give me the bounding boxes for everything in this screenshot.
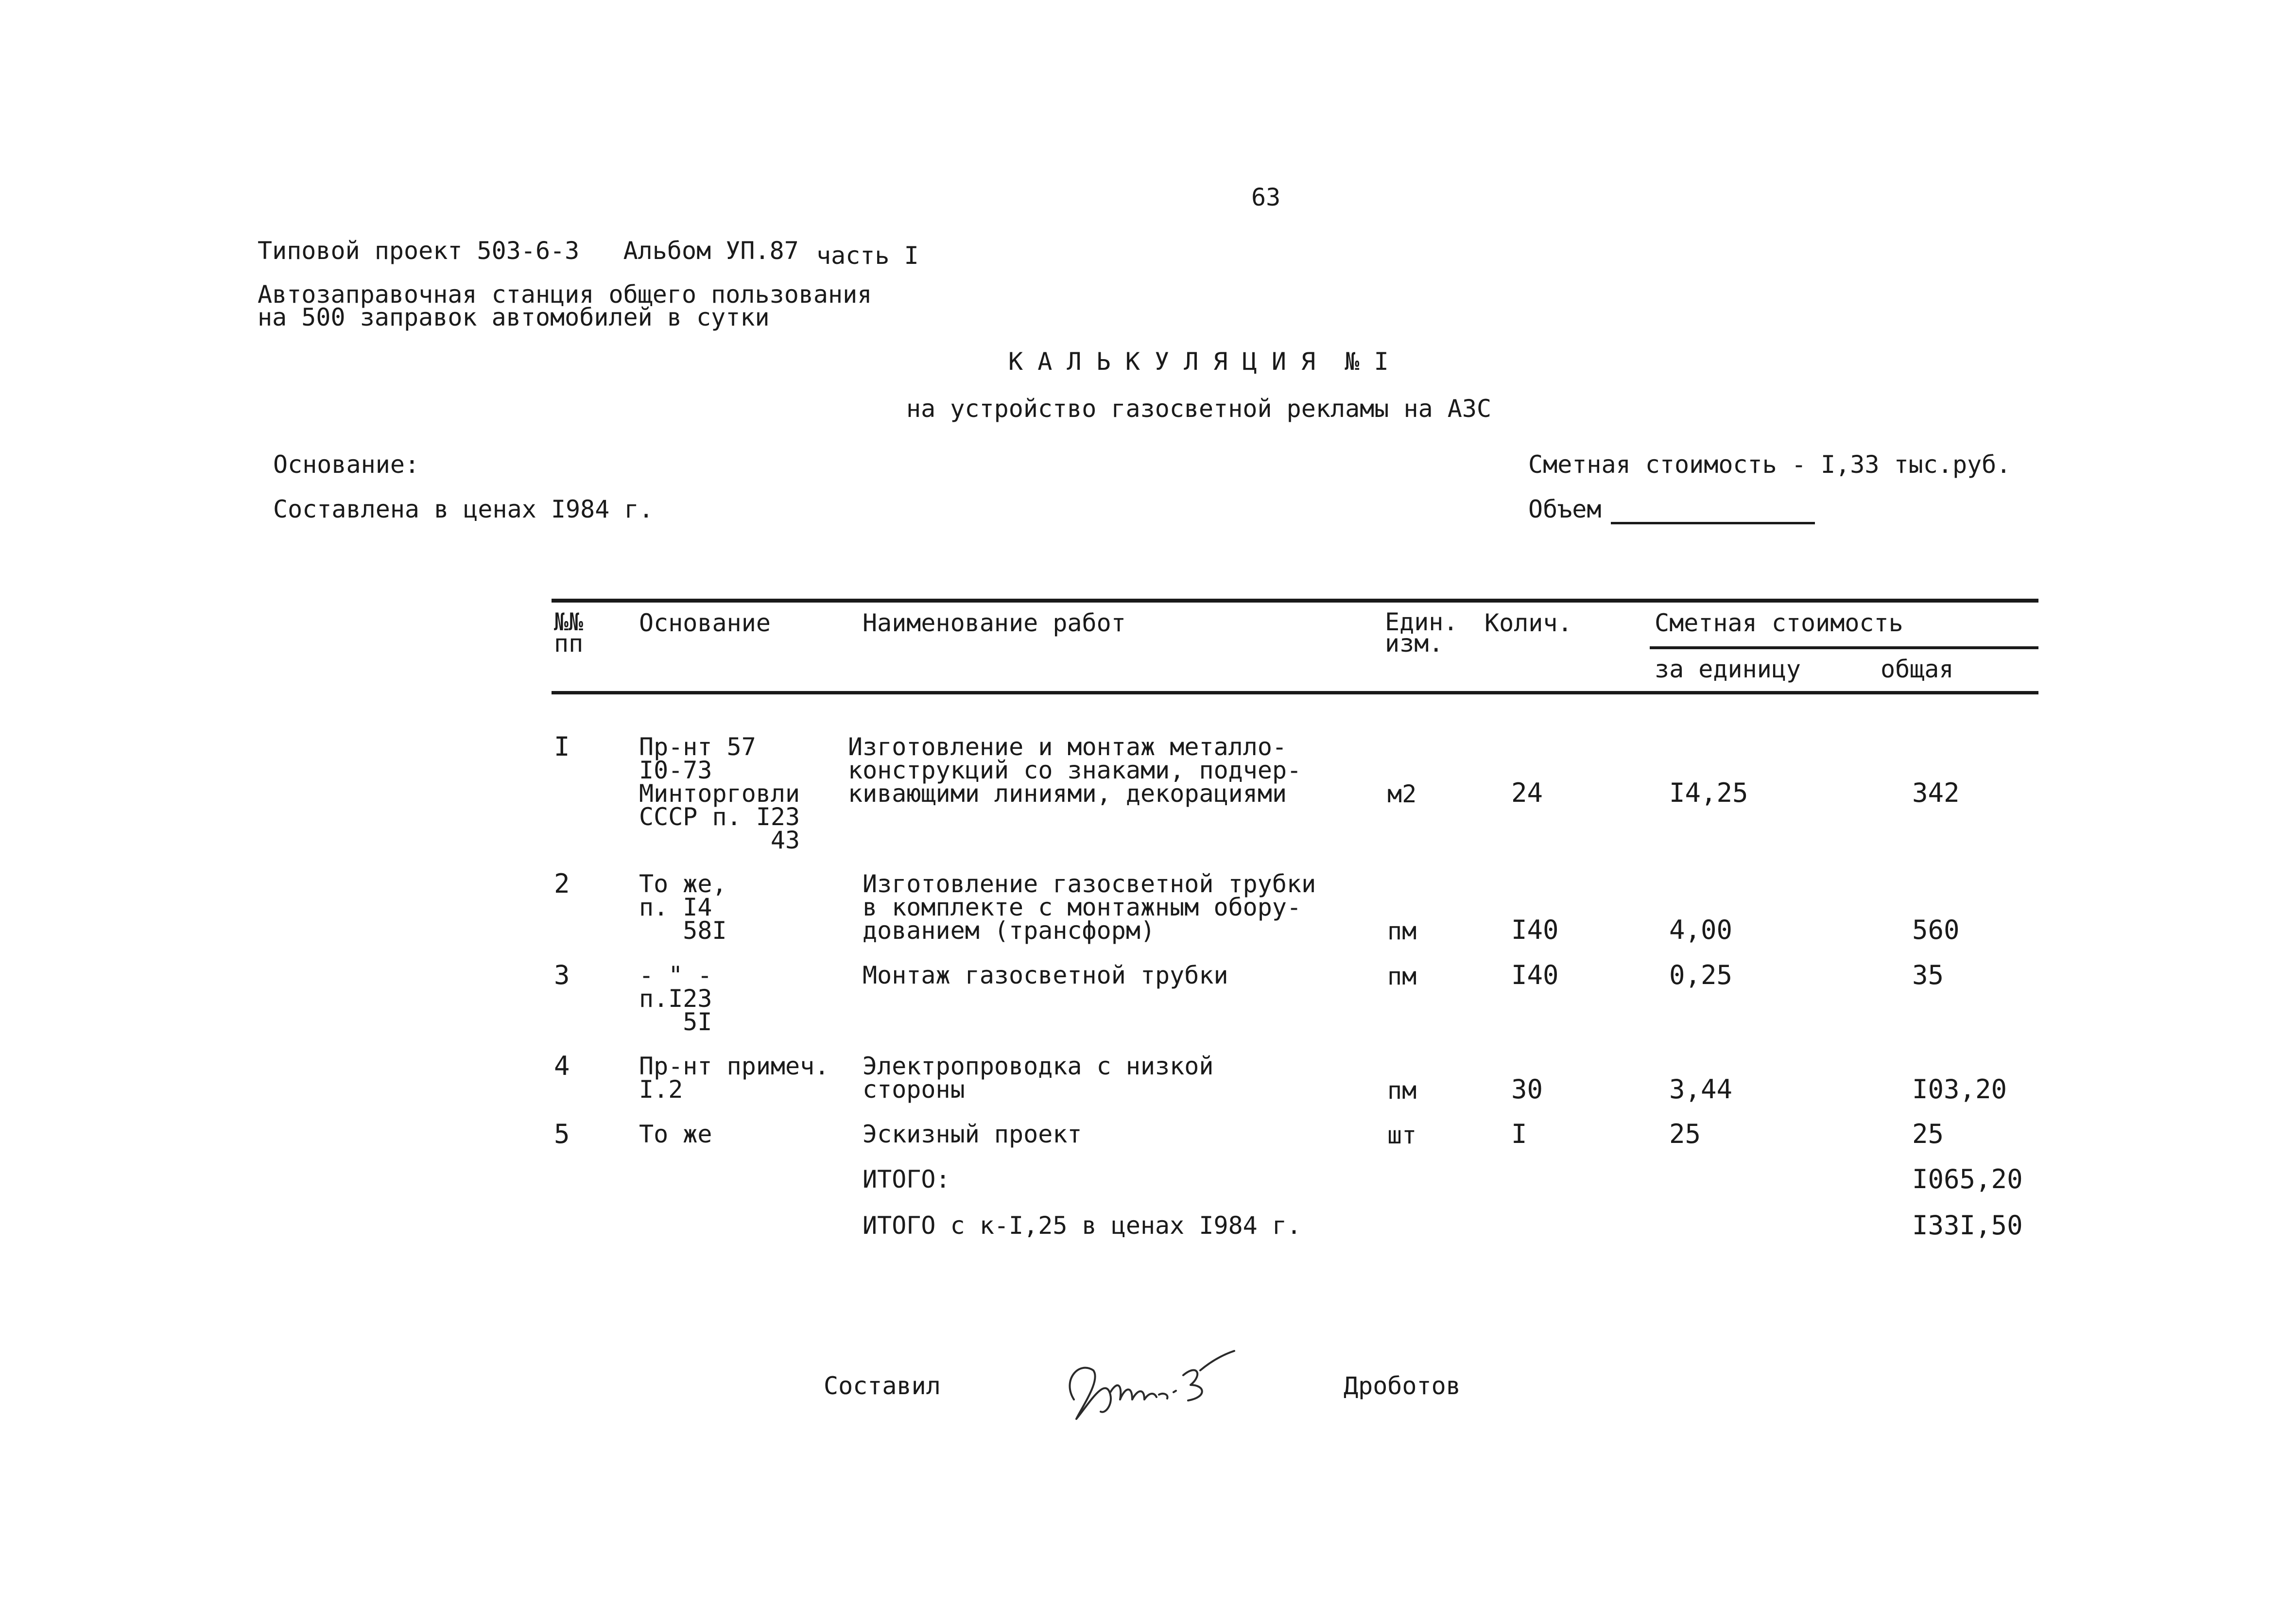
row-name: Изготовление и монтаж металло- конструкций со знаками, подчер- кивающими линиями, декорациями <box>848 733 1302 808</box>
row-basis: Пр-нт 57 I0-73 Минторговли СССР п. I23 43 <box>639 733 800 854</box>
row-price: 25 <box>1669 1119 1701 1149</box>
header-no: №№ пп <box>554 608 584 657</box>
row-total: 342 <box>1912 778 1960 808</box>
row-total: 25 <box>1912 1119 1944 1149</box>
row-no: 3 <box>554 960 570 990</box>
prices-label: Составлена в ценах I984 г. <box>273 495 654 523</box>
row-total: 35 <box>1912 960 1944 990</box>
row-basis: То же <box>639 1120 712 1148</box>
project-line: Типовой проект 503-6-3 Альбом УП.87 <box>258 237 799 265</box>
volume-label: Объем <box>1528 495 1602 523</box>
row-unit: пм <box>1387 917 1417 945</box>
cost-group-rule <box>1650 646 2038 649</box>
header-unit: Един. изм. <box>1385 608 1458 657</box>
header-basis: Основание <box>639 609 771 637</box>
row-basis: То же, п. I4 58I <box>639 870 727 945</box>
header-per-unit: за единицу <box>1655 655 1801 683</box>
document-title: К А Л Ь К У Л Я Ц И Я № I <box>1008 347 1389 376</box>
row-price: 0,25 <box>1669 960 1733 990</box>
row-qty: 30 <box>1511 1074 1543 1105</box>
part-label: часть I <box>816 242 919 270</box>
row-unit: пм <box>1387 962 1417 990</box>
row-no: 5 <box>554 1119 570 1149</box>
row-name: Монтаж газосветной трубки <box>863 961 1228 989</box>
row-no: I <box>554 731 570 762</box>
station-line-1: Автозаправочная станция общего пользования <box>258 280 872 309</box>
row-total: I03,20 <box>1912 1074 2007 1105</box>
row-price: 3,44 <box>1669 1074 1733 1105</box>
row-price: 4,00 <box>1669 915 1733 945</box>
table-top-rule <box>552 599 2038 603</box>
row-unit: м2 <box>1387 780 1417 808</box>
row-basis: - " - п.I23 5I <box>639 961 712 1036</box>
row-qty: I40 <box>1511 915 1559 945</box>
row-no: 2 <box>554 868 570 899</box>
row-total: 560 <box>1912 915 1960 945</box>
total-value: I065,20 <box>1912 1164 2023 1194</box>
row-qty: I <box>1511 1119 1527 1149</box>
row-name: Электропроводка с низкой стороны <box>863 1052 1214 1104</box>
basis-label: Основание: <box>273 450 420 479</box>
compiled-label: Составил <box>824 1372 941 1400</box>
header-qty: Колич. <box>1485 609 1572 637</box>
header-bottom-rule <box>552 691 2038 694</box>
row-unit: пм <box>1387 1076 1417 1105</box>
page-number: 63 <box>1251 183 1281 211</box>
row-basis: Пр-нт примеч. I.2 <box>639 1052 829 1104</box>
document-subtitle: на устройство газосветной рекламы на АЗС <box>906 395 1492 423</box>
row-name: Изготовление газосветной трубки в комплекте с монтажным обору- дованием (трансформ) <box>863 870 1316 945</box>
volume-blank <box>1611 498 1815 524</box>
header-cost-group: Сметная стоимость <box>1655 609 1903 637</box>
total-coef-value: I33I,50 <box>1912 1210 2023 1241</box>
signature <box>1059 1346 1244 1434</box>
row-qty: I40 <box>1511 960 1559 990</box>
row-name: Эскизный проект <box>863 1120 1082 1148</box>
compiled-name: Дроботов <box>1344 1372 1461 1400</box>
row-price: I4,25 <box>1669 778 1748 808</box>
header-name: Наименование работ <box>863 609 1126 637</box>
row-unit: шт <box>1387 1121 1417 1149</box>
header-total: общая <box>1881 655 1954 683</box>
row-no: 4 <box>554 1051 570 1081</box>
total-coef-label: ИТОГО с к-I,25 в ценах I984 г. <box>863 1211 1302 1240</box>
estimated-cost: Сметная стоимость - I,33 тыс.руб. <box>1528 450 2011 479</box>
total-label: ИТОГО: <box>863 1165 950 1193</box>
row-qty: 24 <box>1511 778 1543 808</box>
station-line-2: на 500 заправок автомобилей в сутки <box>258 303 770 331</box>
